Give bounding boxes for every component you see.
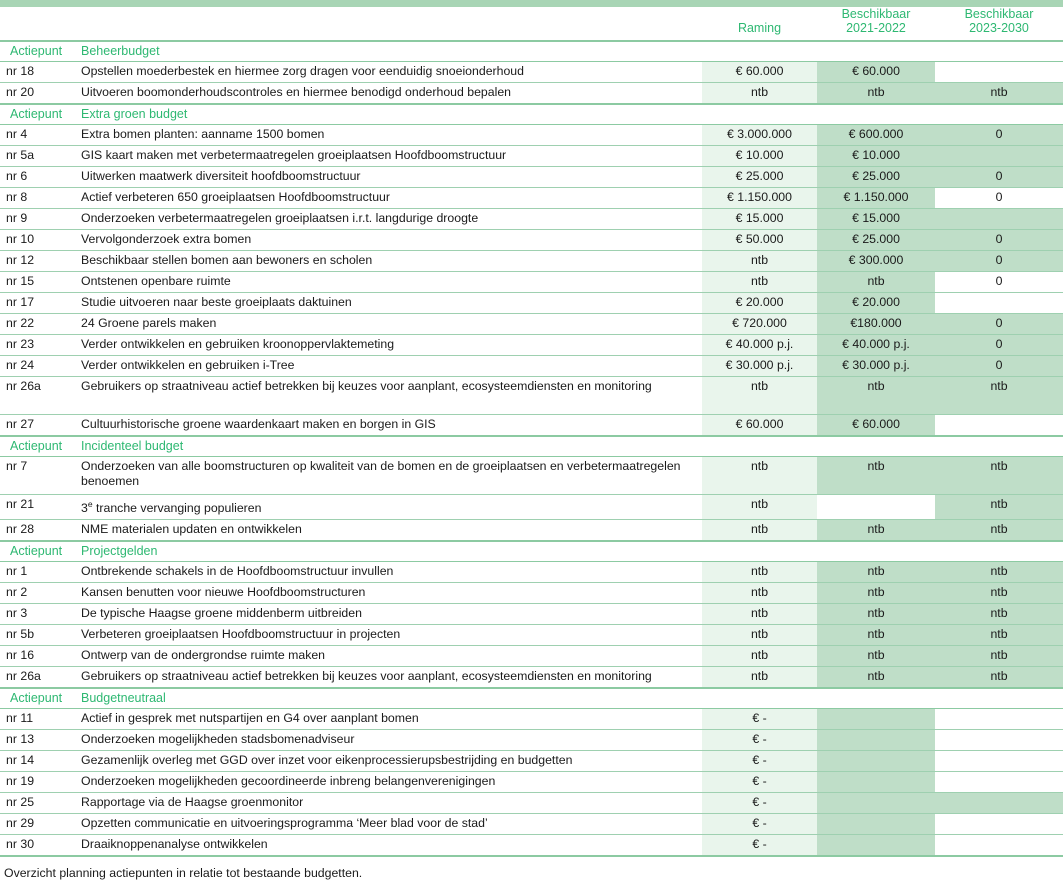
header-beschikbaar-2-line2: 2023-2030 bbox=[969, 21, 1029, 35]
row-raming-value: € 25.000 bbox=[702, 167, 817, 188]
row-description: Onderzoeken mogelijkheden gecoordineerde inbreng belangenverenigingen bbox=[75, 772, 702, 793]
section-header-row bbox=[0, 436, 1063, 457]
row-raming-value: ntb bbox=[702, 604, 817, 625]
row-description: 3e tranche vervanging populieren bbox=[75, 495, 702, 520]
table-row bbox=[0, 83, 1063, 105]
table-row bbox=[0, 209, 1063, 230]
row-actiepunt-nr: nr 14 bbox=[0, 751, 75, 772]
table-row bbox=[0, 167, 1063, 188]
row-description: Actief verbeteren 650 groeiplaatsen Hoofdboomstructuur bbox=[75, 188, 702, 209]
row-raming-value: € 40.000 p.j. bbox=[702, 335, 817, 356]
row-beschikbaar-2023-2030-value bbox=[935, 730, 1063, 751]
header-raming: Raming bbox=[702, 7, 817, 41]
table-row bbox=[0, 356, 1063, 377]
row-beschikbaar-2021-2022-value bbox=[817, 772, 935, 793]
row-raming-value: € - bbox=[702, 835, 817, 857]
section-label: Actiepunt bbox=[0, 541, 75, 562]
row-beschikbaar-2021-2022-value bbox=[817, 709, 935, 730]
row-beschikbaar-2023-2030-value: 0 bbox=[935, 188, 1063, 209]
row-beschikbaar-2021-2022-value: €180.000 bbox=[817, 314, 935, 335]
row-beschikbaar-2023-2030-value bbox=[935, 751, 1063, 772]
row-beschikbaar-2021-2022-value: € 20.000 bbox=[817, 293, 935, 314]
row-beschikbaar-2023-2030-value: 0 bbox=[935, 230, 1063, 251]
row-raming-value: € - bbox=[702, 709, 817, 730]
row-raming-value: ntb bbox=[702, 583, 817, 604]
row-actiepunt-nr: nr 7 bbox=[0, 457, 75, 495]
row-beschikbaar-2023-2030-value: 0 bbox=[935, 335, 1063, 356]
row-beschikbaar-2021-2022-value: € 30.000 p.j. bbox=[817, 356, 935, 377]
table-row bbox=[0, 188, 1063, 209]
row-actiepunt-nr: nr 16 bbox=[0, 646, 75, 667]
row-actiepunt-nr: nr 10 bbox=[0, 230, 75, 251]
section-title: Projectgelden bbox=[75, 541, 702, 562]
row-beschikbaar-2021-2022-value: € 600.000 bbox=[817, 125, 935, 146]
row-description: Onderzoeken verbetermaatregelen groeiplaatsen i.r.t. langdurige droogte bbox=[75, 209, 702, 230]
row-beschikbaar-2023-2030-value: 0 bbox=[935, 314, 1063, 335]
row-raming-value: € - bbox=[702, 772, 817, 793]
row-description: Ontbrekende schakels in de Hoofdboomstructuur invullen bbox=[75, 562, 702, 583]
row-beschikbaar-2021-2022-value bbox=[817, 835, 935, 857]
row-description: 24 Groene parels maken bbox=[75, 314, 702, 335]
section-spacer-cell bbox=[702, 104, 817, 125]
section-title: Beheerbudget bbox=[75, 41, 702, 62]
section-title: Incidenteel budget bbox=[75, 436, 702, 457]
header-beschikbaar-1-line2: 2021-2022 bbox=[846, 21, 906, 35]
header-row bbox=[0, 7, 1063, 41]
row-actiepunt-nr: nr 13 bbox=[0, 730, 75, 751]
row-actiepunt-nr: nr 26a bbox=[0, 667, 75, 689]
section-spacer-cell bbox=[702, 41, 817, 62]
row-actiepunt-nr: nr 6 bbox=[0, 167, 75, 188]
row-beschikbaar-2021-2022-value: ntb bbox=[817, 646, 935, 667]
row-actiepunt-nr: nr 19 bbox=[0, 772, 75, 793]
header-beschikbaar-2-line1: Beschikbaar bbox=[964, 7, 1034, 21]
row-description: Cultuurhistorische groene waardenkaart maken en borgen in GIS bbox=[75, 415, 702, 437]
row-beschikbaar-2021-2022-value: ntb bbox=[817, 520, 935, 542]
table-row bbox=[0, 667, 1063, 689]
row-description: Vervolgonderzoek extra bomen bbox=[75, 230, 702, 251]
row-beschikbaar-2021-2022-value: € 60.000 bbox=[817, 62, 935, 83]
row-beschikbaar-2021-2022-value bbox=[817, 814, 935, 835]
row-beschikbaar-2023-2030-value bbox=[935, 793, 1063, 814]
table-row bbox=[0, 583, 1063, 604]
row-beschikbaar-2021-2022-value: € 40.000 p.j. bbox=[817, 335, 935, 356]
section-spacer-cell bbox=[702, 541, 817, 562]
table-header bbox=[0, 7, 1063, 41]
row-actiepunt-nr: nr 26a bbox=[0, 377, 75, 415]
row-description: Ontstenen openbare ruimte bbox=[75, 272, 702, 293]
row-description: Beschikbaar stellen bomen aan bewoners en scholen bbox=[75, 251, 702, 272]
row-raming-value: ntb bbox=[702, 495, 817, 520]
section-header-row bbox=[0, 41, 1063, 62]
row-beschikbaar-2021-2022-value: ntb bbox=[817, 377, 935, 415]
row-actiepunt-nr: nr 25 bbox=[0, 793, 75, 814]
row-description: Opzetten communicatie en uitvoeringsprogramma ‘Meer blad voor de stad’ bbox=[75, 814, 702, 835]
row-description: Rapportage via de Haagse groenmonitor bbox=[75, 793, 702, 814]
section-label: Actiepunt bbox=[0, 436, 75, 457]
row-beschikbaar-2023-2030-value bbox=[935, 814, 1063, 835]
row-beschikbaar-2023-2030-value: 0 bbox=[935, 356, 1063, 377]
row-raming-value: ntb bbox=[702, 251, 817, 272]
row-beschikbaar-2023-2030-value: ntb bbox=[935, 495, 1063, 520]
row-raming-value: € 50.000 bbox=[702, 230, 817, 251]
table-row bbox=[0, 251, 1063, 272]
row-raming-value: € 15.000 bbox=[702, 209, 817, 230]
section-spacer-cell bbox=[702, 436, 817, 457]
row-raming-value: € 30.000 p.j. bbox=[702, 356, 817, 377]
row-beschikbaar-2021-2022-value: € 1.150.000 bbox=[817, 188, 935, 209]
row-beschikbaar-2021-2022-value: ntb bbox=[817, 667, 935, 689]
row-beschikbaar-2021-2022-value: ntb bbox=[817, 562, 935, 583]
row-beschikbaar-2023-2030-value: ntb bbox=[935, 377, 1063, 415]
table-row bbox=[0, 709, 1063, 730]
table-caption: Overzicht planning actiepunten in relatie tot bestaande budgetten. bbox=[4, 866, 363, 881]
row-beschikbaar-2023-2030-value: 0 bbox=[935, 125, 1063, 146]
row-raming-value: € 20.000 bbox=[702, 293, 817, 314]
row-beschikbaar-2023-2030-value bbox=[935, 62, 1063, 83]
row-raming-value: € 3.000.000 bbox=[702, 125, 817, 146]
row-beschikbaar-2021-2022-value: € 300.000 bbox=[817, 251, 935, 272]
row-actiepunt-nr: nr 27 bbox=[0, 415, 75, 437]
table-row bbox=[0, 520, 1063, 542]
top-accent-band bbox=[0, 0, 1063, 7]
row-beschikbaar-2023-2030-value bbox=[935, 835, 1063, 857]
row-description: Onderzoeken mogelijkheden stadsbomenadviseur bbox=[75, 730, 702, 751]
table-body bbox=[0, 41, 1063, 856]
row-beschikbaar-2021-2022-value: ntb bbox=[817, 604, 935, 625]
row-beschikbaar-2021-2022-value: ntb bbox=[817, 583, 935, 604]
section-spacer-cell bbox=[702, 688, 817, 709]
table-row bbox=[0, 835, 1063, 857]
row-beschikbaar-2021-2022-value: € 25.000 bbox=[817, 230, 935, 251]
row-raming-value: ntb bbox=[702, 646, 817, 667]
table-row bbox=[0, 625, 1063, 646]
row-beschikbaar-2023-2030-value: ntb bbox=[935, 625, 1063, 646]
row-beschikbaar-2023-2030-value: 0 bbox=[935, 167, 1063, 188]
row-beschikbaar-2021-2022-value: € 60.000 bbox=[817, 415, 935, 437]
table-row bbox=[0, 335, 1063, 356]
header-beschikbaar-1-line1: Beschikbaar bbox=[841, 7, 911, 21]
row-description: Uitwerken maatwerk diversiteit hoofdboomstructuur bbox=[75, 167, 702, 188]
section-label: Actiepunt bbox=[0, 41, 75, 62]
row-raming-value: ntb bbox=[702, 272, 817, 293]
row-beschikbaar-2023-2030-value bbox=[935, 293, 1063, 314]
row-beschikbaar-2021-2022-value bbox=[817, 495, 935, 520]
row-actiepunt-nr: nr 28 bbox=[0, 520, 75, 542]
table-row bbox=[0, 125, 1063, 146]
table-row bbox=[0, 495, 1063, 520]
row-raming-value: € 720.000 bbox=[702, 314, 817, 335]
row-actiepunt-nr: nr 2 bbox=[0, 583, 75, 604]
row-description: GIS kaart maken met verbetermaatregelen groeiplaatsen Hoofdboomstructuur bbox=[75, 146, 702, 167]
table-row bbox=[0, 62, 1063, 83]
row-raming-value: € 60.000 bbox=[702, 62, 817, 83]
table-row bbox=[0, 293, 1063, 314]
row-raming-value: € - bbox=[702, 730, 817, 751]
row-actiepunt-nr: nr 8 bbox=[0, 188, 75, 209]
table-row bbox=[0, 377, 1063, 415]
section-label: Actiepunt bbox=[0, 104, 75, 125]
table-row bbox=[0, 751, 1063, 772]
row-actiepunt-nr: nr 5b bbox=[0, 625, 75, 646]
row-beschikbaar-2023-2030-value: ntb bbox=[935, 457, 1063, 495]
row-raming-value: ntb bbox=[702, 667, 817, 689]
row-raming-value: ntb bbox=[702, 625, 817, 646]
row-actiepunt-nr: nr 11 bbox=[0, 709, 75, 730]
table-row bbox=[0, 415, 1063, 437]
row-description: Gebruikers op straatniveau actief betrekken bij keuzes voor aanplant, ecosysteemdiensten en monitoring bbox=[75, 377, 702, 415]
row-beschikbaar-2023-2030-value bbox=[935, 209, 1063, 230]
table-row bbox=[0, 772, 1063, 793]
row-raming-value: ntb bbox=[702, 520, 817, 542]
row-actiepunt-nr: nr 29 bbox=[0, 814, 75, 835]
table-row bbox=[0, 314, 1063, 335]
row-actiepunt-nr: nr 15 bbox=[0, 272, 75, 293]
section-spacer-cell bbox=[817, 541, 935, 562]
row-beschikbaar-2021-2022-value: ntb bbox=[817, 272, 935, 293]
row-actiepunt-nr: nr 30 bbox=[0, 835, 75, 857]
row-raming-value: € - bbox=[702, 751, 817, 772]
row-actiepunt-nr: nr 23 bbox=[0, 335, 75, 356]
section-header-row bbox=[0, 104, 1063, 125]
table-row bbox=[0, 272, 1063, 293]
row-description: Verbeteren groeiplaatsen Hoofdboomstructuur in projecten bbox=[75, 625, 702, 646]
row-beschikbaar-2023-2030-value bbox=[935, 772, 1063, 793]
header-beschikbaar-2021-2022 bbox=[817, 7, 935, 41]
row-beschikbaar-2023-2030-value: ntb bbox=[935, 520, 1063, 542]
section-spacer-cell bbox=[935, 104, 1063, 125]
row-description: Draaiknoppenanalyse ontwikkelen bbox=[75, 835, 702, 857]
row-beschikbaar-2023-2030-value: ntb bbox=[935, 667, 1063, 689]
row-description: Uitvoeren boomonderhoudscontroles en hiermee benodigd onderhoud bepalen bbox=[75, 83, 702, 105]
row-beschikbaar-2023-2030-value: ntb bbox=[935, 646, 1063, 667]
row-description: Gezamenlijk overleg met GGD over inzet voor eikenprocessierupsbestrijding en budgetten bbox=[75, 751, 702, 772]
row-beschikbaar-2023-2030-value: ntb bbox=[935, 83, 1063, 105]
row-actiepunt-nr: nr 1 bbox=[0, 562, 75, 583]
row-raming-value: ntb bbox=[702, 457, 817, 495]
section-spacer-cell bbox=[817, 104, 935, 125]
row-description: Onderzoeken van alle boomstructuren op kwaliteit van de bomen en de groeiplaatsen en verbetermaatregelen benoemen bbox=[75, 457, 702, 495]
section-spacer-cell bbox=[817, 688, 935, 709]
section-header-row bbox=[0, 688, 1063, 709]
section-label: Actiepunt bbox=[0, 688, 75, 709]
row-beschikbaar-2023-2030-value bbox=[935, 709, 1063, 730]
section-title: Budgetneutraal bbox=[75, 688, 702, 709]
row-actiepunt-nr: nr 20 bbox=[0, 83, 75, 105]
row-actiepunt-nr: nr 24 bbox=[0, 356, 75, 377]
section-spacer-cell bbox=[935, 41, 1063, 62]
row-beschikbaar-2023-2030-value bbox=[935, 146, 1063, 167]
row-beschikbaar-2021-2022-value: € 15.000 bbox=[817, 209, 935, 230]
row-actiepunt-nr: nr 9 bbox=[0, 209, 75, 230]
row-actiepunt-nr: nr 21 bbox=[0, 495, 75, 520]
row-raming-value: ntb bbox=[702, 377, 817, 415]
row-beschikbaar-2021-2022-value: ntb bbox=[817, 457, 935, 495]
row-description: Kansen benutten voor nieuwe Hoofdboomstructuren bbox=[75, 583, 702, 604]
row-beschikbaar-2021-2022-value: ntb bbox=[817, 625, 935, 646]
row-actiepunt-nr: nr 12 bbox=[0, 251, 75, 272]
row-raming-value: € 10.000 bbox=[702, 146, 817, 167]
row-beschikbaar-2021-2022-value: € 25.000 bbox=[817, 167, 935, 188]
header-actiepunt-placeholder bbox=[0, 7, 75, 41]
row-raming-value: ntb bbox=[702, 83, 817, 105]
row-description: Studie uitvoeren naar beste groeiplaats daktuinen bbox=[75, 293, 702, 314]
table-row bbox=[0, 730, 1063, 751]
row-description: Ontwerp van de ondergrondse ruimte maken bbox=[75, 646, 702, 667]
row-raming-value: € 1.150.000 bbox=[702, 188, 817, 209]
row-description: Gebruikers op straatniveau actief betrekken bij keuzes voor aanplant, ecosysteemdiensten en monitoring bbox=[75, 667, 702, 689]
row-beschikbaar-2021-2022-value bbox=[817, 751, 935, 772]
row-actiepunt-nr: nr 3 bbox=[0, 604, 75, 625]
table-row bbox=[0, 562, 1063, 583]
table-row bbox=[0, 457, 1063, 495]
row-beschikbaar-2021-2022-value bbox=[817, 793, 935, 814]
row-actiepunt-nr: nr 17 bbox=[0, 293, 75, 314]
header-desc-placeholder bbox=[75, 7, 702, 41]
table-row bbox=[0, 230, 1063, 251]
section-spacer-cell bbox=[817, 436, 935, 457]
section-spacer-cell bbox=[935, 436, 1063, 457]
row-beschikbaar-2023-2030-value: 0 bbox=[935, 251, 1063, 272]
section-spacer-cell bbox=[935, 541, 1063, 562]
row-raming-value: € - bbox=[702, 814, 817, 835]
row-beschikbaar-2021-2022-value bbox=[817, 730, 935, 751]
row-description: Opstellen moederbestek en hiermee zorg dragen voor eenduidig snoeionderhoud bbox=[75, 62, 702, 83]
row-description: De typische Haagse groene middenberm uitbreiden bbox=[75, 604, 702, 625]
table-row bbox=[0, 793, 1063, 814]
budget-table bbox=[0, 7, 1063, 857]
row-actiepunt-nr: nr 22 bbox=[0, 314, 75, 335]
table-row bbox=[0, 646, 1063, 667]
table-row bbox=[0, 604, 1063, 625]
header-beschikbaar-2023-2030 bbox=[935, 7, 1063, 41]
row-beschikbaar-2023-2030-value: 0 bbox=[935, 272, 1063, 293]
row-beschikbaar-2023-2030-value: ntb bbox=[935, 562, 1063, 583]
section-spacer-cell bbox=[817, 41, 935, 62]
row-beschikbaar-2023-2030-value: ntb bbox=[935, 583, 1063, 604]
row-description: NME materialen updaten en ontwikkelen bbox=[75, 520, 702, 542]
section-spacer-cell bbox=[935, 688, 1063, 709]
row-raming-value: € - bbox=[702, 793, 817, 814]
row-description: Verder ontwikkelen en gebruiken i-Tree bbox=[75, 356, 702, 377]
table-row bbox=[0, 146, 1063, 167]
row-beschikbaar-2023-2030-value bbox=[935, 415, 1063, 437]
row-actiepunt-nr: nr 18 bbox=[0, 62, 75, 83]
row-beschikbaar-2023-2030-value: ntb bbox=[935, 604, 1063, 625]
row-raming-value: ntb bbox=[702, 562, 817, 583]
row-beschikbaar-2021-2022-value: ntb bbox=[817, 83, 935, 105]
section-title: Extra groen budget bbox=[75, 104, 702, 125]
row-description: Actief in gesprek met nutspartijen en G4 over aanplant bomen bbox=[75, 709, 702, 730]
table-row bbox=[0, 814, 1063, 835]
row-description: Verder ontwikkelen en gebruiken kroonoppervlaktemeting bbox=[75, 335, 702, 356]
row-actiepunt-nr: nr 4 bbox=[0, 125, 75, 146]
section-header-row bbox=[0, 541, 1063, 562]
row-beschikbaar-2021-2022-value: € 10.000 bbox=[817, 146, 935, 167]
row-raming-value: € 60.000 bbox=[702, 415, 817, 437]
row-description: Extra bomen planten: aanname 1500 bomen bbox=[75, 125, 702, 146]
row-actiepunt-nr: nr 5a bbox=[0, 146, 75, 167]
